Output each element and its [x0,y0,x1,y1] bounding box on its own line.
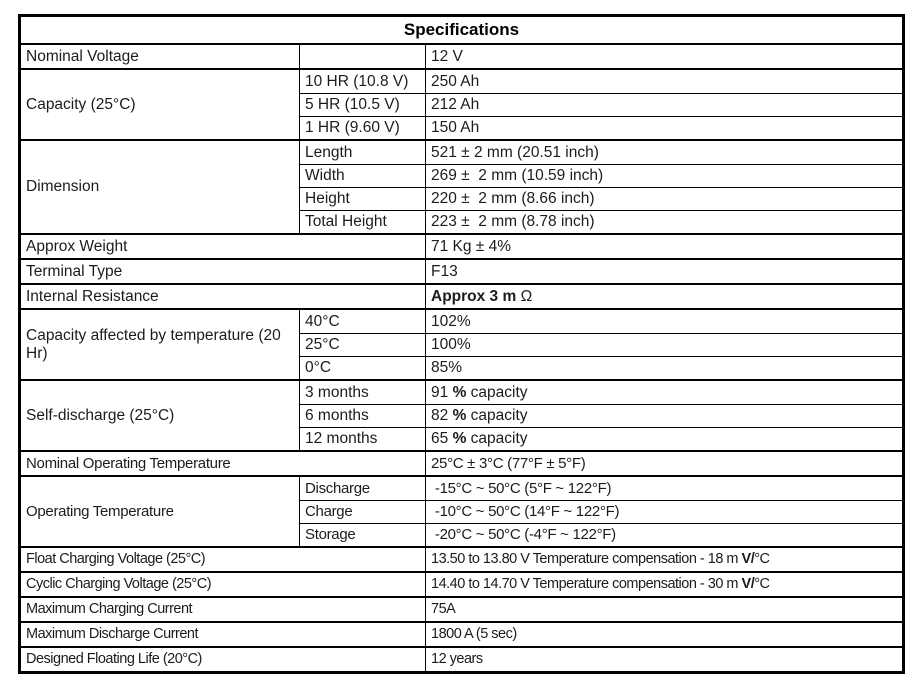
sub-label: 12 months [305,430,378,448]
value-cell [425,427,902,450]
sub-label: Height [305,190,350,208]
value-cell [425,573,902,596]
value-part: °C [754,551,770,568]
sub-label-cell [299,93,425,116]
group-label-cell [21,260,425,283]
sub-label-cell [299,427,425,450]
group-label: Approx Weight [26,237,128,255]
group-label: Cyclic Charging Voltage (25°C) [26,576,212,593]
value-part: capacity [466,383,528,401]
value-text: 12 years [431,651,483,668]
value-text: -10°C ~ 50°C (14°F ~ 122°F) [431,503,620,521]
spec-row-group [21,646,902,671]
value-part: 14.40 to 14.70 V Temperature compensation - 30 m [431,576,742,593]
sub-label: 1 HR (9.60 V) [305,119,400,137]
group-label: Float Charging Voltage (25°C) [26,551,206,568]
value-text: 102% [431,312,471,330]
sub-label: 25°C [305,336,340,354]
group-label: Nominal Voltage [26,47,139,65]
spec-row-group [21,475,902,546]
spec-row-group [21,596,902,621]
sub-label: Total Height [305,213,387,231]
group-label: Internal Resistance [26,287,159,305]
value-cell [425,210,902,233]
value-part: °C [754,576,770,593]
value-text: 521 ± 2 mm (20.51 inch) [431,143,599,161]
value-text: 1800 A (5 sec) [431,626,517,643]
value-part: % [452,430,467,448]
value-cell [425,381,902,404]
spec-row-group [21,233,902,258]
group-label: Capacity (25°C) [26,95,136,113]
sub-label: 5 HR (10.5 V) [305,96,400,114]
value-text: -20°C ~ 50°C (-4°F ~ 122°F) [431,526,616,544]
table-title: Specifications [403,20,520,39]
value-part: 82 [431,407,453,425]
group-label: Operating Temperature [26,502,174,520]
sub-label: Discharge [305,479,370,497]
group-label: Self-discharge (25°C) [26,406,175,424]
value-text [431,551,770,568]
value-cell [425,333,902,356]
value-cell [425,116,902,139]
value-part: 13.50 to 13.80 V Temperature compensation - 18 m [431,551,742,568]
group-label-cell [21,452,425,475]
sub-label: 0°C [305,359,332,377]
value-text: 223 ± 2 mm (8.78 inch) [431,213,595,231]
value-cell [425,356,902,379]
group-label-cell [21,70,299,139]
value-cell [425,310,902,333]
group-label-cell [21,477,299,546]
value-part: % [452,383,467,401]
sub-label-cell [299,356,425,379]
value-part: 91 [431,383,453,401]
value-cell [425,187,902,210]
group-label-cell [21,285,425,308]
value-part: Ω [520,287,533,305]
value-text: F13 [431,262,458,280]
spec-row-group [21,258,902,283]
value-text: 71 Kg ± 4% [431,237,512,255]
value-text: 212 Ah [431,96,480,114]
value-part: capacity [466,430,528,448]
spec-row-group [21,68,902,139]
value-cell [425,477,902,500]
value-text [431,288,532,306]
value-part: 65 [431,430,453,448]
group-label-cell [21,598,425,621]
value-cell [425,141,902,164]
value-text: 250 Ah [431,72,480,90]
value-cell [425,598,902,621]
group-label: Capacity affected by temperature (20 Hr) [26,326,286,362]
spec-row-group [21,308,902,379]
sub-label-cell [299,523,425,546]
value-text: 85% [431,359,463,377]
value-part: V/ [741,576,755,593]
value-part: % [452,407,467,425]
sub-label-cell [299,45,425,68]
group-label: Designed Floating Life (20°C) [26,651,202,668]
sub-label-cell [299,210,425,233]
value-cell [425,548,902,571]
value-part: capacity [466,407,528,425]
value-cell [425,235,902,258]
value-text [431,430,528,448]
sub-label-cell [299,333,425,356]
value-text [431,407,528,425]
sub-label-cell [299,164,425,187]
value-cell [425,623,902,646]
value-text: 75A [431,601,456,618]
value-text: 269 ± 2 mm (10.59 inch) [431,167,604,185]
sub-label: Charge [305,503,353,521]
sub-label: 6 months [305,407,369,425]
value-text: 100% [431,336,471,354]
specifications-table [18,14,905,674]
value-cell [425,404,902,427]
value-text [431,384,528,402]
spec-row-group [21,43,902,68]
group-label: Maximum Discharge Current [26,626,199,643]
spec-row-group [21,379,902,450]
value-text [431,576,770,593]
value-text: 220 ± 2 mm (8.66 inch) [431,190,595,208]
sub-label-cell [299,500,425,523]
table-body [21,43,902,671]
sub-label: 40°C [305,312,340,330]
value-cell [425,70,902,93]
value-cell [425,260,902,283]
group-label: Terminal Type [26,262,123,280]
sub-label: Length [305,143,353,161]
value-text: -15°C ~ 50°C (5°F ~ 122°F) [431,479,612,497]
sub-label: 10 HR (10.8 V) [305,72,409,90]
value-text: 12 V [431,47,463,65]
spec-row-group [21,546,902,571]
value-text: 150 Ah [431,119,480,137]
value-part: Approx 3 m [431,287,521,305]
value-cell [425,523,902,546]
group-label-cell [21,548,425,571]
spec-row-group [21,571,902,596]
value-part: V/ [741,551,755,568]
group-label: Nominal Operating Temperature [26,454,231,472]
group-label-cell [21,381,299,450]
value-cell [425,648,902,671]
value-cell [425,45,902,68]
spec-row-group [21,139,902,233]
value-cell [425,500,902,523]
sub-label-cell [299,187,425,210]
value-cell [425,452,902,475]
sub-label-cell [299,404,425,427]
sub-label-cell [299,310,425,333]
sub-label-cell [299,70,425,93]
sub-label-cell [299,116,425,139]
sub-label: 3 months [305,383,369,401]
sub-label: Storage [305,526,356,544]
value-cell [425,164,902,187]
group-label-cell [21,648,425,671]
sub-label-cell [299,381,425,404]
group-label-cell [21,310,299,379]
group-label-cell [21,623,425,646]
group-label: Dimension [26,178,100,196]
sub-label-cell [299,141,425,164]
value-text: 25°C ± 3°C (77°F ± 5°F) [431,454,586,472]
value-cell [425,93,902,116]
group-label-cell [21,235,425,258]
sub-label: Width [305,167,345,185]
spec-row-group [21,621,902,646]
group-label-cell [21,141,299,233]
group-label: Maximum Charging Current [26,601,193,618]
group-label-cell [21,573,425,596]
group-label-cell [21,45,299,68]
sub-label-cell [299,477,425,500]
spec-row-group [21,450,902,475]
value-cell [425,285,902,308]
spec-row-group [21,283,902,308]
